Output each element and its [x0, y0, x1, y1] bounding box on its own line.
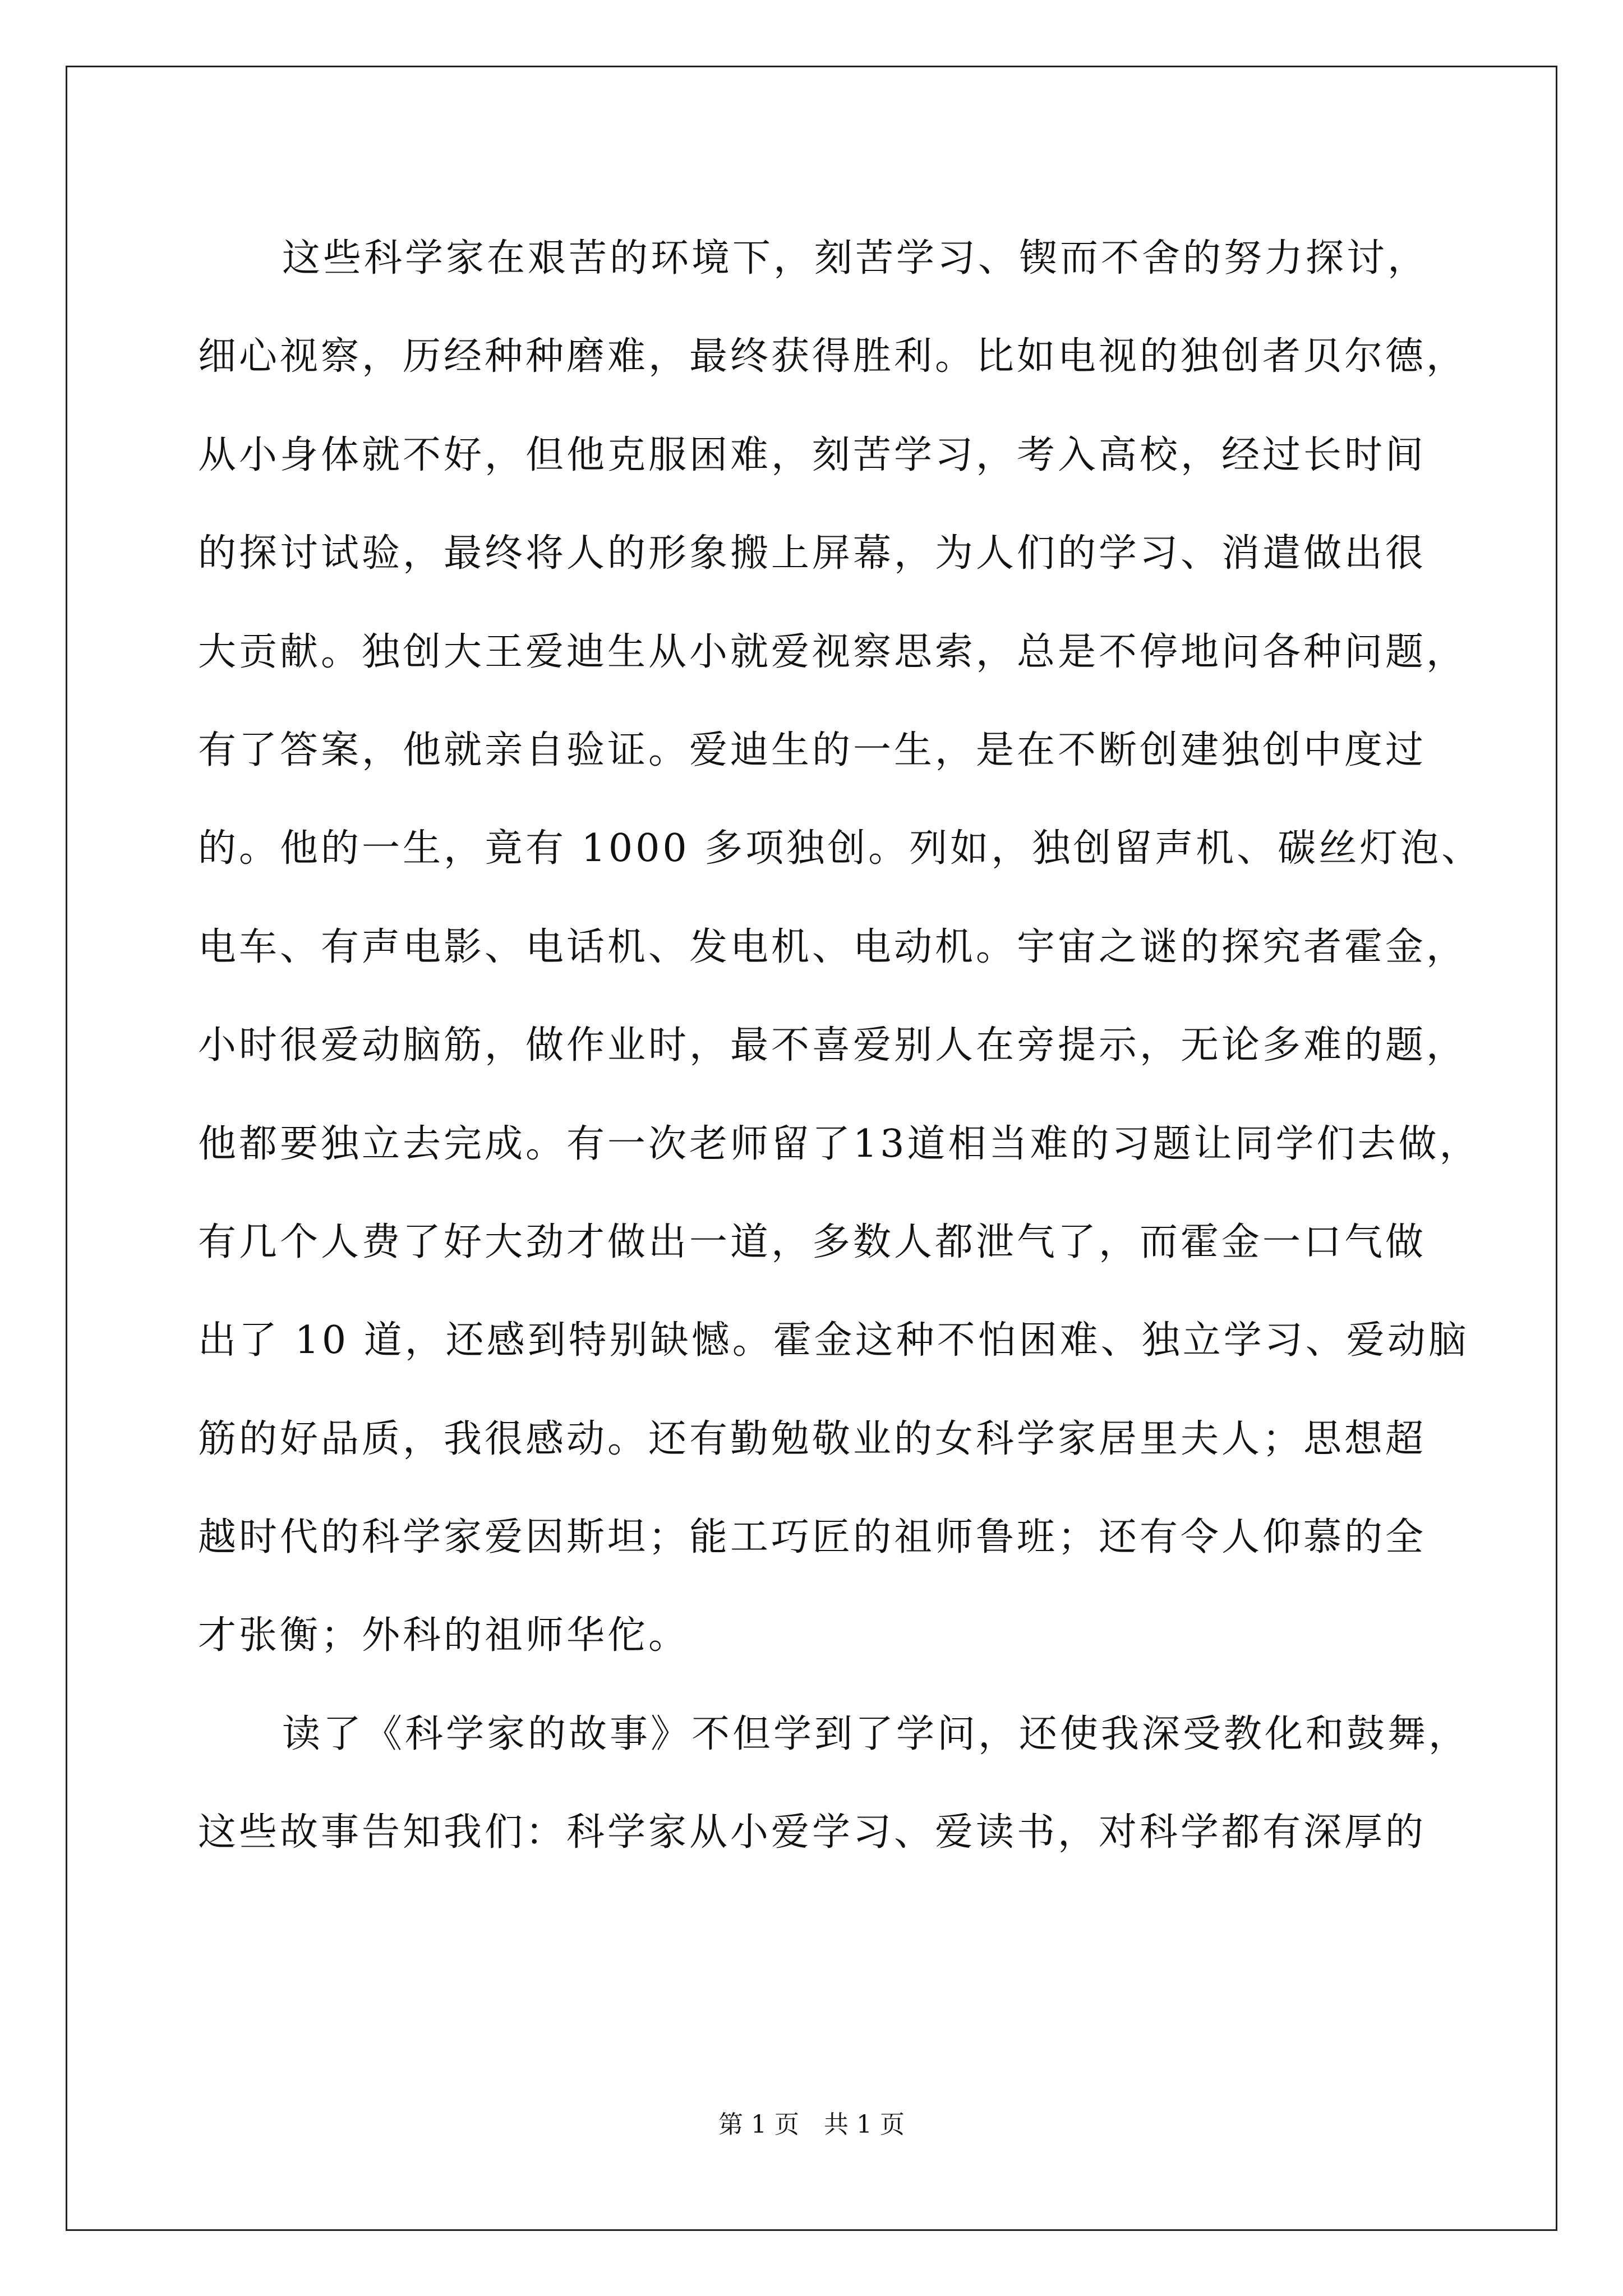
paragraph-1-line-15: 才张衡；外科的祖师华佗。 — [198, 1613, 690, 1658]
paragraph-1-line-14: 越时代的科学家爱因斯坦；能工巧匠的祖师鲁班；还有令人仰慕的全 — [198, 1515, 1427, 1560]
paragraph-1-line-9: 小时很爱动脑筋，做作业时，最不喜爱别人在旁提示，无论多难的题， — [198, 1023, 1468, 1068]
paragraph-1-line-8: 电车、有声电影、电话机、发电机、电动机。宇宙之谜的探究者霍金， — [198, 924, 1468, 969]
paragraph-1-line-7: 的。他的一生，竟有 1000 多项独创。列如，独创留声机、碳丝灯泡、 — [198, 826, 1483, 871]
paragraph-1-line-6: 有了答案，他就亲自验证。爱迪生的一生，是在不断创建独创中度过 — [198, 728, 1427, 772]
document-body — [198, 209, 1483, 1882]
paragraph-1-line-12: 出了 10 道，还感到特别缺憾。霍金这种不怕困难、独立学习、爱动脑 — [198, 1318, 1469, 1363]
paragraph-1-line-3: 从小身体就不好，但他克服困难，刻苦学习，考入高校，经过长时间 — [198, 432, 1427, 477]
paragraph-1-line-2: 细心视察，历经种种磨难，最终获得胜利。比如电视的独创者贝尔德， — [198, 334, 1468, 379]
paragraph-2-line-1: 读了《科学家的故事》不但学到了学问，还使我深受教化和鼓舞， — [282, 1711, 1470, 1756]
paragraph-1-line-1: 这些科学家在艰苦的环境下，刻苦学习、锲而不舍的努力探讨， — [282, 236, 1429, 280]
paragraph-1-line-13: 筋的好品质，我很感动。还有勤勉敬业的女科学家居里夫人；思想超 — [198, 1416, 1427, 1461]
paragraph-1-line-10: 他都要独立去完成。有一次老师留了13道相当难的习题让同学们去做， — [198, 1121, 1481, 1166]
paragraph-2-line-2: 这些故事告知我们：科学家从小爱学习、爱读书，对科学都有深厚的 — [198, 1810, 1427, 1855]
paragraph-1-line-4: 的探讨试验，最终将人的形象搬上屏幕，为人们的学习、消遣做出很 — [198, 531, 1427, 576]
paragraph-1-line-11: 有几个人费了好大劲才做出一道，多数人都泄气了，而霍金一口气做 — [198, 1220, 1427, 1264]
paragraph-1-line-5: 大贡献。独创大王爱迪生从小就爱视察思索，总是不停地问各种问题， — [198, 629, 1468, 674]
page-number-footer: 第 1 页 共 1 页 — [718, 2110, 905, 2139]
